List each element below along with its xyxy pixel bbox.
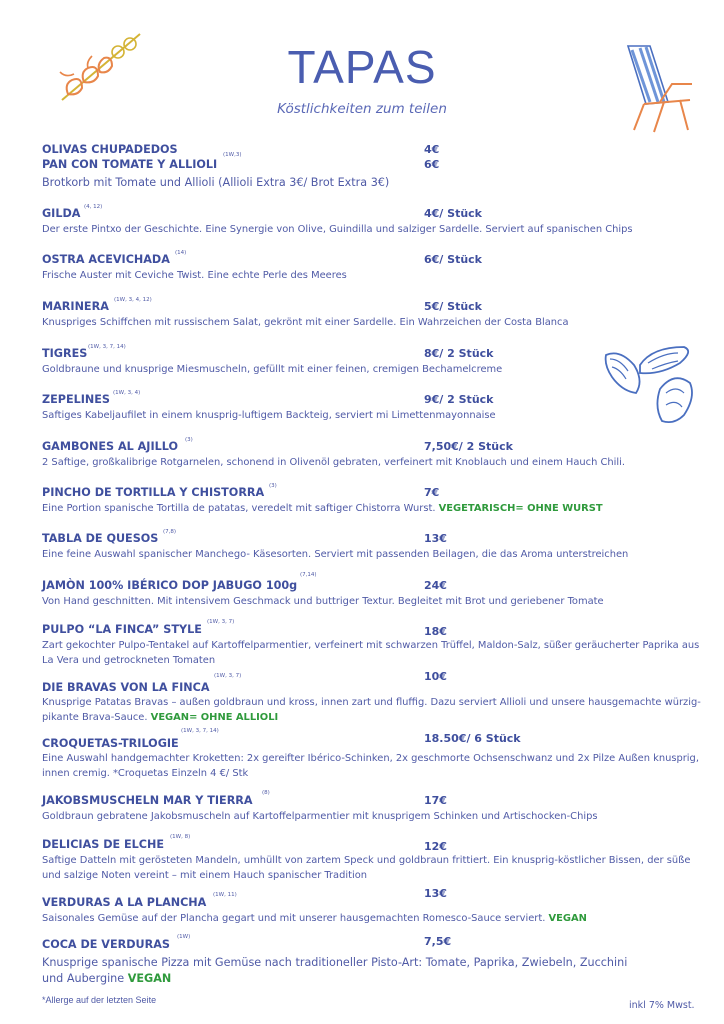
item-name: JAKOBSMUSCHELN MAR Y TIERRA	[42, 794, 253, 807]
item-name: DELICIAS DE ELCHE	[42, 838, 165, 851]
item-price: 9€/ 2 Stück	[424, 393, 494, 406]
item-price: 7,50€/ 2 Stück	[424, 440, 513, 453]
item-allergens: (14)	[175, 250, 187, 256]
item-price: 24€	[424, 579, 447, 592]
item-name: JAMÒN 100% IBÉRICO DOP JABUGO 100g	[42, 579, 298, 592]
item-price: 13€	[424, 887, 447, 900]
skewer-illustration-icon	[52, 28, 147, 108]
item-description: Frische Auster mit Ceviche Twist. Eine echte Perle des Meeres	[42, 270, 347, 281]
page-subtitle: Köstlichkeiten zum teilen	[277, 101, 447, 117]
item-price: 17€	[424, 794, 447, 807]
item-name: PAN CON TOMATE Y ALLIOLI	[42, 158, 218, 171]
item-description: Brotkorb mit Tomate und Allioli (Allioli Extra 3€/ Brot Extra 3€)	[42, 176, 390, 189]
item-name: ZEPELINES	[42, 393, 110, 406]
item-description: Saftiges Kabeljaufilet in einem knusprig-luftigem Backteig, serviert mi Limettenmayonnaise	[42, 410, 496, 421]
item-price: 7,5€	[424, 935, 452, 948]
item-price: 7€	[424, 486, 440, 499]
item-name: MARINERA	[42, 300, 109, 313]
item-description: Der erste Pintxo der Geschichte. Eine Synergie von Olive, Guindilla und salziger Sardelle. Serviert auf spanischen Chips	[42, 224, 633, 235]
item-description: Goldbraun gebratene Jakobsmuscheln auf Kartoffelparmentier mit knusprigem Schinken und Artischocken-Chips	[42, 811, 598, 822]
item-description: Knuspriges Schiffchen mit russischem Salat, gekrönt mit einer Sardelle. Ein Wahrzeichen der Costa Blanca	[42, 317, 569, 328]
dietary-highlight: VEGAN	[127, 972, 172, 985]
allergy-note: *Allerge auf der letzten Seite	[42, 995, 157, 1005]
item-description: Zart gekochter Pulpo-Tentakel auf Kartoffelparmentier, verfeinert mit schwarzen Trüffel, Maldon-Salz, süßer geräucherter Paprika aus La Vera und getrockneten Tomaten	[42, 640, 700, 666]
beach-chair-illustration-icon	[620, 40, 698, 136]
item-allergens: (7,14)	[300, 572, 317, 578]
item-allergens: (1W, 3, 7, 14)	[88, 344, 126, 350]
item-allergens: (3)	[185, 437, 193, 443]
item-description: Eine feine Auswahl spanischer Manchego- Käsesorten. Serviert mit passenden Beilagen, die das Aroma unterstreichen	[42, 549, 629, 560]
item-allergens: (1W, 3, 7)	[214, 673, 242, 679]
item-price: 18.50€/ 6 Stück	[424, 732, 521, 745]
item-description: Saisonales Gemüse auf der Plancha gegart und mit unserer hausgemachten Romesco-Sauce serviert. VEGAN	[42, 913, 587, 924]
item-name: VERDURAS A LA PLANCHA	[42, 896, 207, 909]
dietary-highlight: VEGAN	[548, 913, 587, 924]
item-allergens: (1W, 3, 4)	[113, 390, 141, 396]
item-description: Eine Auswahl handgemachter Kroketten: 2x gereifter Ibérico-Schinken, 2x geschmorte Ochsenschwanz und 2x Pilze Außen knusprig, innen cremig. *Croquetas Einzeln 4 €/ Stk	[42, 753, 699, 779]
page-title: TAPAS	[287, 41, 437, 93]
item-allergens: (1W,3)	[223, 152, 242, 158]
item-price: 12€	[424, 840, 447, 853]
item-description: Eine Portion spanische Tortilla de patatas, veredelt mit saftiger Chistorra Wurst. VEGETARISCH= OHNE WURST	[42, 503, 603, 514]
item-description: Knusprige Patatas Bravas – außen goldbraun und kross, innen zart und fluffig. Dazu serviert Allioli und unsere hausgemachte würzig-pikante Brava-Sauce. VEGAN= OHNE ALLIOLI	[42, 697, 701, 723]
item-name: GILDA	[42, 207, 81, 220]
item-description: Saftige Datteln mit gerösteten Mandeln, umhüllt von zartem Speck und goldbraun frittiert. Ein knusprig-köstlicher Bissen, der süße und salzige Noten vereint – mit einem Hauch spanischer Tradition	[42, 855, 691, 881]
item-name: TABLA DE QUESOS	[42, 532, 159, 545]
item-name: OLIVAS CHUPADEDOS	[42, 143, 178, 156]
item-price: 13€	[424, 532, 447, 545]
item-name: COCA DE VERDURAS	[42, 938, 170, 951]
item-allergens: (1W)	[177, 934, 191, 940]
item-allergens: (4, 12)	[84, 204, 103, 210]
item-price: 5€/ Stück	[424, 300, 483, 313]
tax-note: inkl 7% Mwst.	[629, 1000, 695, 1011]
item-description: Knusprige spanische Pizza mit Gemüse nach traditioneller Pisto-Art: Tomate, Paprika, Zwiebeln, Zucchini und Aubergine VEGAN	[42, 956, 628, 985]
item-name: PINCHO DE TORTILLA Y CHISTORRA	[42, 486, 265, 499]
dietary-highlight: VEGAN= OHNE ALLIOLI	[150, 712, 279, 723]
item-price: 6€/ Stück	[424, 253, 483, 266]
item-name: OSTRA ACEVICHADA	[42, 253, 170, 266]
item-price: 10€	[424, 670, 447, 683]
item-allergens: (1W, 11)	[213, 892, 237, 898]
item-price: 4€	[424, 143, 440, 156]
item-price: 18€	[424, 625, 447, 638]
item-price: 8€/ 2 Stück	[424, 347, 494, 360]
item-name: GAMBONES AL AJILLO	[42, 440, 179, 453]
item-description: Von Hand geschnitten. Mit intensivem Geschmack und buttriger Textur. Begleitet mit Brot und geriebener Tomate	[42, 596, 604, 607]
item-name: CROQUETAS-TRILOGIE	[42, 737, 179, 750]
item-price: 6€	[424, 158, 440, 171]
item-allergens: (3)	[269, 483, 277, 489]
item-allergens: (1W, 3, 4, 12)	[114, 297, 152, 303]
item-allergens: (1W, 3, 7)	[207, 619, 235, 625]
item-allergens: (8)	[262, 790, 270, 796]
item-allergens: (1W, 8)	[170, 834, 191, 840]
dietary-highlight: VEGETARISCH= OHNE WURST	[438, 503, 603, 514]
item-name: PULPO “LA FINCA” STYLE	[42, 623, 202, 636]
item-allergens: (7,8)	[163, 529, 177, 535]
item-description: 2 Saftige, großkalibrige Rotgarnelen, schonend in Olivenöl gebraten, verfeinert mit Knoblauch und einem Hauch Chili.	[42, 457, 626, 468]
item-name: TIGRES	[42, 347, 88, 360]
item-description: Goldbraune und knusprige Miesmuscheln, gefüllt mit einer feinen, cremigen Bechamelcreme	[42, 364, 503, 375]
item-name: DIE BRAVAS VON LA FINCA	[42, 681, 210, 694]
item-allergens: (1W, 3, 7, 14)	[181, 728, 219, 734]
item-price: 4€/ Stück	[424, 207, 483, 220]
